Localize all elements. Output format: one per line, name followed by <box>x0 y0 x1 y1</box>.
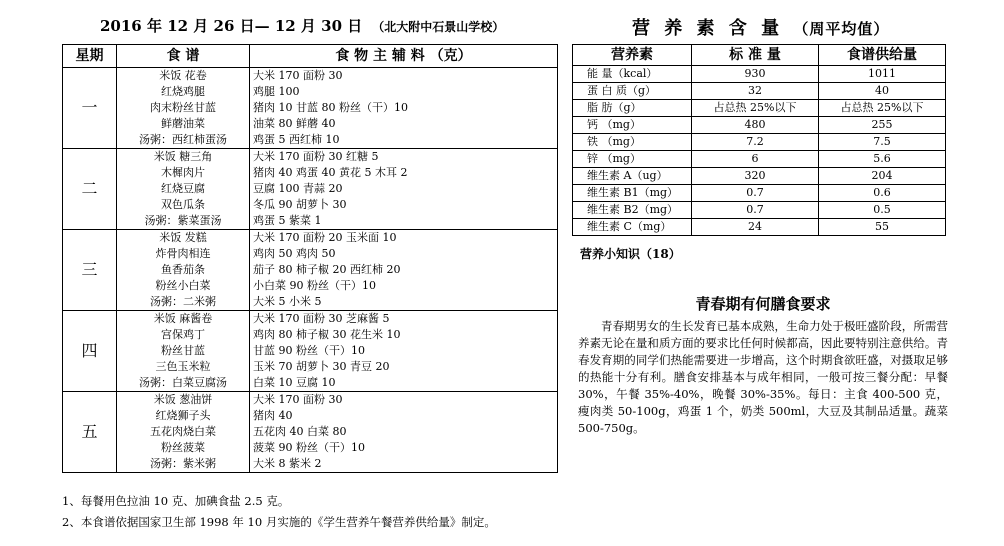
ingredient-cell: 菠菜 90 粉丝（干）10 <box>250 440 558 456</box>
ingredient-cell: 鸡腿 100 <box>250 84 558 100</box>
nutrition-subtitle: （周平均值） <box>793 20 890 38</box>
ingredient-cell: 茄子 80 柿子椒 20 西红柿 20 <box>250 262 558 278</box>
nutrient-row <box>573 83 946 100</box>
dish-cell: 粉丝菠菜 <box>117 440 250 456</box>
nutrient-row <box>573 168 946 185</box>
nutrient-name: 能 量（kcal） <box>573 66 692 83</box>
dish-cell: 宫保鸡丁 <box>117 327 250 343</box>
ingredient-cell: 鸡蛋 5 紫菜 1 <box>250 213 558 230</box>
nutrient-name: 维生素 B2（mg） <box>573 202 692 219</box>
menu-row <box>63 278 558 294</box>
menu-row <box>63 68 558 85</box>
dish-cell: 粉丝甘蓝 <box>117 343 250 359</box>
menu-table <box>62 44 558 473</box>
col-recipe: 食 谱 <box>117 45 250 68</box>
menu-row <box>63 100 558 116</box>
date-range: 2016 年 12 月 26 日— 12 月 30 日 <box>100 17 363 35</box>
dish-cell: 鱼香茄条 <box>117 262 250 278</box>
ingredient-cell: 大米 5 小米 5 <box>250 294 558 311</box>
standard-value: 320 <box>692 168 819 185</box>
nutrient-row <box>573 66 946 83</box>
standard-value: 930 <box>692 66 819 83</box>
nutrition-body <box>573 66 946 236</box>
ingredient-cell: 猪肉 10 甘蓝 80 粉丝（干）10 <box>250 100 558 116</box>
supply-value: 40 <box>819 83 946 100</box>
col-supply: 食谱供给量 <box>819 45 946 66</box>
dish-cell: 红烧狮子头 <box>117 408 250 424</box>
ingredient-cell: 鸡蛋 5 西红柿 10 <box>250 132 558 149</box>
ingredient-cell: 大米 170 面粉 30 <box>250 392 558 409</box>
dish-cell: 汤粥：紫米粥 <box>117 456 250 473</box>
ingredient-cell: 大米 170 面粉 30 <box>250 68 558 85</box>
ingredient-cell: 大米 170 面粉 30 芝麻酱 5 <box>250 311 558 328</box>
menu-row <box>63 392 558 409</box>
dish-cell: 三色玉米粒 <box>117 359 250 375</box>
menu-row <box>63 456 558 473</box>
dish-cell: 木樨肉片 <box>117 165 250 181</box>
menu-row <box>63 440 558 456</box>
nutrition-heading: 营 养 素 含 量 <box>632 18 784 39</box>
ingredient-cell: 玉米 70 胡萝卜 30 青豆 20 <box>250 359 558 375</box>
dish-cell: 米饭 麻酱卷 <box>117 311 250 328</box>
dish-cell: 红烧豆腐 <box>117 181 250 197</box>
dish-cell: 米饭 发糕 <box>117 230 250 247</box>
dish-cell: 汤粥：二米粥 <box>117 294 250 311</box>
ingredient-cell: 大米 170 面粉 30 红糖 5 <box>250 149 558 166</box>
nutrient-name: 铁 （mg） <box>573 134 692 151</box>
menu-row <box>63 343 558 359</box>
col-ingredients: 食 物 主 辅 料 （克） <box>250 45 558 68</box>
ingredient-cell: 猪肉 40 鸡蛋 40 黄花 5 木耳 2 <box>250 165 558 181</box>
nutrient-name: 维生素 A（ug） <box>573 168 692 185</box>
supply-value: 1011 <box>819 66 946 83</box>
nutrient-row <box>573 134 946 151</box>
dish-cell: 汤粥：紫菜蛋汤 <box>117 213 250 230</box>
nutrient-row <box>573 100 946 117</box>
col-standard: 标 准 量 <box>692 45 819 66</box>
article-title: 青春期有何膳食要求 <box>695 295 831 313</box>
dish-cell: 红烧鸡腿 <box>117 84 250 100</box>
standard-value: 32 <box>692 83 819 100</box>
standard-value: 7.2 <box>692 134 819 151</box>
nutrient-row <box>573 151 946 168</box>
dish-cell: 双色瓜条 <box>117 197 250 213</box>
ingredient-cell: 鸡肉 80 柿子椒 30 花生米 10 <box>250 327 558 343</box>
menu-row <box>63 327 558 343</box>
ingredient-cell: 豆腐 100 青蒜 20 <box>250 181 558 197</box>
supply-value: 55 <box>819 219 946 236</box>
ingredient-cell: 小白菜 90 粉丝（干）10 <box>250 278 558 294</box>
menu-row <box>63 181 558 197</box>
nutrient-name: 脂 肪（g） <box>573 100 692 117</box>
standard-value: 0.7 <box>692 202 819 219</box>
dish-cell: 五花肉烧白菜 <box>117 424 250 440</box>
ingredient-cell: 大米 8 紫米 2 <box>250 456 558 473</box>
supply-value: 5.6 <box>819 151 946 168</box>
dish-cell: 米饭 花卷 <box>117 68 250 85</box>
nutrient-name: 维生素 C（mg） <box>573 219 692 236</box>
nutrient-row <box>573 117 946 134</box>
dish-cell: 汤粥：白菜豆腐汤 <box>117 375 250 392</box>
ingredient-cell: 五花肉 40 白菜 80 <box>250 424 558 440</box>
note-2: 2、本食谱依据国家卫生部 1998 年 10 月实施的《学生营养午餐营养供给量》制定。 <box>62 515 496 529</box>
menu-row <box>63 84 558 100</box>
school-name: （北大附中石景山学校） <box>372 20 505 34</box>
ingredient-cell: 猪肉 40 <box>250 408 558 424</box>
menu-row <box>63 408 558 424</box>
menu-row <box>63 149 558 166</box>
nutrition-table <box>572 44 946 236</box>
menu-row <box>63 262 558 278</box>
ingredient-cell: 甘蓝 90 粉丝（干）10 <box>250 343 558 359</box>
nutrient-name: 维生素 B1（mg） <box>573 185 692 202</box>
menu-title <box>100 15 504 36</box>
standard-value: 0.7 <box>692 185 819 202</box>
col-weekday: 星期 <box>63 45 117 68</box>
standard-value: 24 <box>692 219 819 236</box>
weekday-cell: 一 <box>63 68 117 149</box>
weekday-cell: 四 <box>63 311 117 392</box>
menu-body <box>63 68 558 473</box>
menu-row <box>63 132 558 149</box>
dish-cell: 鲜蘑油菜 <box>117 116 250 132</box>
menu-row <box>63 165 558 181</box>
nutrient-row <box>573 219 946 236</box>
standard-value: 480 <box>692 117 819 134</box>
ingredient-cell: 鸡肉 50 鸡肉 50 <box>250 246 558 262</box>
menu-row <box>63 311 558 328</box>
col-nutrient: 营养素 <box>573 45 692 66</box>
menu-row <box>63 424 558 440</box>
menu-row <box>63 246 558 262</box>
ingredient-cell: 油菜 80 鲜蘑 40 <box>250 116 558 132</box>
menu-row <box>63 230 558 247</box>
supply-value: 7.5 <box>819 134 946 151</box>
supply-value: 0.6 <box>819 185 946 202</box>
menu-row <box>63 197 558 213</box>
weekday-cell: 三 <box>63 230 117 311</box>
note-1: 1、每餐用色拉油 10 克、加碘食盐 2.5 克。 <box>62 494 290 508</box>
dish-cell: 汤粥：西红柿蛋汤 <box>117 132 250 149</box>
dish-cell: 炸骨肉相连 <box>117 246 250 262</box>
nutrient-name: 蛋 白 质（g） <box>573 83 692 100</box>
standard-value: 6 <box>692 151 819 168</box>
nutrient-row <box>573 202 946 219</box>
supply-value: 占总热 25%以下 <box>819 100 946 117</box>
tip-label: 营养小知识（18） <box>580 247 681 261</box>
menu-row <box>63 359 558 375</box>
weekday-cell: 二 <box>63 149 117 230</box>
dish-cell: 米饭 糖三角 <box>117 149 250 166</box>
ingredient-cell: 白菜 10 豆腐 10 <box>250 375 558 392</box>
weekday-cell: 五 <box>63 392 117 473</box>
menu-row <box>63 375 558 392</box>
nutrient-name: 锌 （mg） <box>573 151 692 168</box>
supply-value: 204 <box>819 168 946 185</box>
supply-value: 0.5 <box>819 202 946 219</box>
menu-row <box>63 294 558 311</box>
nutrition-title <box>632 14 889 40</box>
supply-value: 255 <box>819 117 946 134</box>
nutrient-name: 钙 （mg） <box>573 117 692 134</box>
dish-cell: 肉末粉丝甘蓝 <box>117 100 250 116</box>
menu-row <box>63 116 558 132</box>
dish-cell: 粉丝小白菜 <box>117 278 250 294</box>
ingredient-cell: 大米 170 面粉 20 玉米面 10 <box>250 230 558 247</box>
article-body: 青春期男女的生长发育已基本成熟，生命力处于极旺盛阶段，所需营养素无论在量和质方面的要求比任何时候都高，因此要特别注意供给。青春发育期的同学们热能需要进一步增高，这个时期食欲旺盛，对摄取足够的热能十分有利。膳食安排基本与成年相同，一般可按三餐分配：早餐 30%，午餐 35%-40%，晚餐 30%-35%。每日：主食 400-500 克，瘦肉类 50-100g，鸡蛋 1 个，奶类 500ml，大豆及其制品适量。蔬菜 500-750g。 <box>578 319 948 435</box>
standard-value: 占总热 25%以下 <box>692 100 819 117</box>
ingredient-cell: 冬瓜 90 胡萝卜 30 <box>250 197 558 213</box>
menu-row <box>63 213 558 230</box>
dish-cell: 米饭 葱油饼 <box>117 392 250 409</box>
nutrient-row <box>573 185 946 202</box>
